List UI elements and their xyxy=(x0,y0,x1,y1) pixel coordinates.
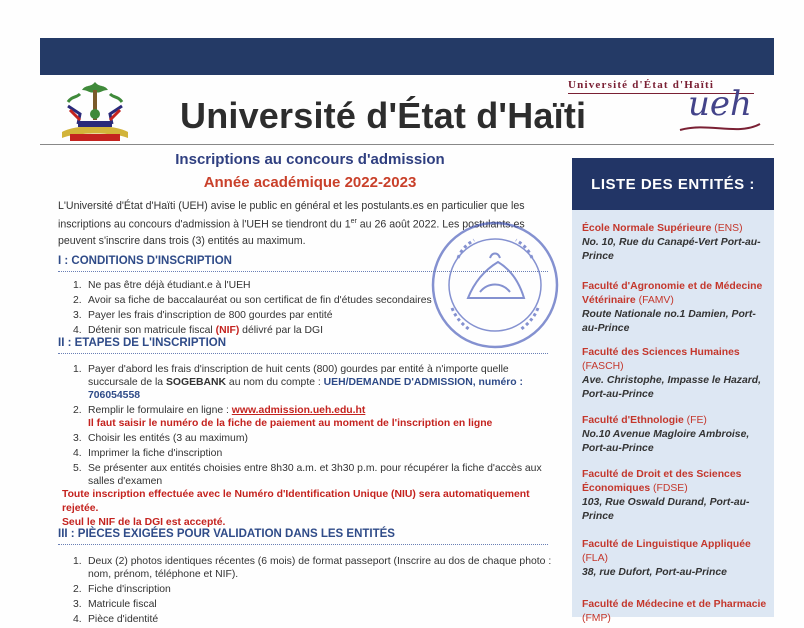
list-item-text: Pièce d'identité xyxy=(88,614,159,625)
step-text: Se présenter aux entités choisies entre 8h30 a.m. et 3h30 p.m. pour récupérer la fiche d'accès aux salles d'examen xyxy=(88,463,542,487)
intro-sup: er xyxy=(350,218,357,225)
entity-abbr: (FDSE) xyxy=(653,483,688,494)
payment-note: Il faut saisir le numéro de la fiche de paiement au moment de l'inscription en ligne xyxy=(88,418,493,429)
conditions-list xyxy=(73,279,558,339)
entity-name: École Normale Supérieure xyxy=(582,223,715,234)
section-steps-heading: II : ETAPES DE L'INSCRIPTION xyxy=(58,337,227,349)
documents-list xyxy=(73,555,558,628)
steps-list xyxy=(73,363,558,490)
header-small-title: Université d'État d'Haïti xyxy=(568,79,715,91)
entity-address: 38, rue Dufort, Port-au-Prince xyxy=(582,567,727,578)
entities-sidebar xyxy=(572,158,774,624)
warning-line: Toute inscription effectuée avec le Numéro d'Identification Unique (NIU) sera automatiquement rejetée. xyxy=(62,489,530,514)
header-bar xyxy=(40,38,774,75)
list-number: 1. xyxy=(73,280,82,291)
announcement-heading: Inscriptions au concours d'admission xyxy=(175,151,445,168)
list-item-text: Fiche d'inscription xyxy=(88,584,171,595)
warning-line: Seul le NIF de la DGI est accepté. xyxy=(62,517,226,528)
entity-abbr: (FAMV) xyxy=(638,295,674,306)
page-title: Université d'État d'Haïti xyxy=(180,95,587,136)
list-number: 2. xyxy=(73,295,82,306)
entity-abbr: (FE) xyxy=(686,415,707,426)
list-item xyxy=(73,309,558,322)
announcement-year: Année académique 2022-2023 xyxy=(203,174,417,191)
list-item xyxy=(73,462,558,488)
list-item xyxy=(73,598,558,611)
list-number: 3. xyxy=(73,599,82,610)
section-divider xyxy=(58,353,548,354)
list-item xyxy=(73,279,558,292)
ueh-brand-mark: ueh xyxy=(688,84,752,124)
list-item xyxy=(73,447,558,460)
section-documents-heading: III : PIÈCES EXIGÉES POUR VALIDATION DANS LES ENTITÉS xyxy=(58,528,395,540)
section-divider xyxy=(58,271,548,272)
list-item xyxy=(73,294,558,307)
entity-name: Faculté de Médecine et de Pharmacie xyxy=(582,599,767,610)
nif-highlight: (NIF) xyxy=(215,325,240,336)
section-divider xyxy=(58,544,548,545)
entity-fla xyxy=(582,538,768,580)
entity-address: 103, Rue Oswald Durand, Port-au-Prince xyxy=(582,497,750,522)
list-item xyxy=(73,432,558,445)
list-number: 4. xyxy=(73,325,82,336)
entity-name: Faculté d'Agronomie et de Médecine Vétérinaire xyxy=(582,281,763,306)
entity-address: Ave. Christophe, Impasse le Hazard, Port-au-Prince xyxy=(582,375,762,400)
step-text: Payer d'abord les frais d'inscription de huit cents (800) gourdes par entité à n'importe quelle succursale de la xyxy=(88,364,509,388)
entity-famv xyxy=(582,280,768,336)
list-item xyxy=(73,404,558,430)
list-item-text: Deux (2) photos identiques récentes (6 mois) de format passeport (Inscrire au dos de chaque photo : nom, prénom, téléphone et NIF). xyxy=(88,556,552,580)
list-item-text: Détenir son matricule fiscal xyxy=(88,325,216,336)
step-text: Remplir le formulaire en ligne : xyxy=(88,405,232,416)
list-number: 2. xyxy=(73,584,82,595)
step-text: Choisir les entités (3 au maximum) xyxy=(88,433,248,444)
section-conditions-heading: I : CONDITIONS D'INSCRIPTION xyxy=(58,255,232,267)
entity-fdse xyxy=(582,468,768,524)
entities-heading: LISTE DES ENTITÉS : xyxy=(572,158,774,210)
entity-address: Route Nationale no.1 Damien, Port-au-Prince xyxy=(582,309,756,334)
entity-fasch xyxy=(582,346,768,402)
list-number: 3. xyxy=(73,433,82,444)
header-divider xyxy=(40,144,774,145)
step-text: Imprimer la fiche d'inscription xyxy=(88,448,223,459)
account-name: UEH/DEMANDE D'ADMISSION, numéro : xyxy=(323,377,523,388)
entity-fe xyxy=(582,414,768,456)
step-text: au nom du compte : xyxy=(226,377,324,388)
niu-warning xyxy=(62,488,562,530)
entity-name: Faculté d'Ethnologie xyxy=(582,415,687,426)
account-number: 706054558 xyxy=(88,390,141,401)
list-item xyxy=(73,583,558,596)
coat-of-arms-icon xyxy=(50,76,140,146)
list-number: 5. xyxy=(73,463,82,474)
list-item-text: Matricule fiscal xyxy=(88,599,157,610)
list-number: 2. xyxy=(73,405,82,416)
admission-link[interactable]: www.admission.ueh.edu.ht xyxy=(231,405,366,416)
entity-name: Faculté des Sciences Humaines xyxy=(582,347,740,358)
entity-address: No.10 Avenue Magloire Ambroise, Port-au-Prince xyxy=(582,429,750,454)
entity-abbr: (FMP) xyxy=(582,613,611,624)
entity-address: No. 10, Rue du Canapé-Vert Port-au-Prince xyxy=(582,237,761,262)
list-item xyxy=(73,613,558,626)
entity-name: Faculté de Droit et des Sciences Économiques xyxy=(582,469,742,494)
entity-abbr: (FASCH) xyxy=(582,361,624,372)
list-number: 4. xyxy=(73,614,82,625)
entity-ens xyxy=(582,222,768,264)
list-number: 1. xyxy=(73,556,82,567)
list-item xyxy=(73,324,558,337)
ueh-swoosh-icon xyxy=(678,118,762,134)
list-item-text: Payer les frais d'inscription de 800 gourdes par entité xyxy=(88,310,333,321)
list-number: 1. xyxy=(73,364,82,375)
intro-text-b: au 26 août 2022. Les postulants.es peuvent s'inscrire dans trois (3) entités au maximum. xyxy=(58,218,525,247)
entity-abbr: (FLA) xyxy=(582,553,608,564)
bank-name: SOGEBANK xyxy=(165,377,227,388)
intro-text-a: L'Université d'État d'Haïti (UEH) avise le public en général et les postulants.es en particulier que les inscriptions au concours d'admission à l'UEH se tiendront du 1 xyxy=(58,200,525,231)
list-number: 4. xyxy=(73,448,82,459)
list-item-text: Avoir sa fiche de baccalauréat ou son certificat de fin d'études secondaires xyxy=(88,295,432,306)
list-item-text: Ne pas être déjà étudiant.e à l'UEH xyxy=(88,280,251,291)
list-number: 3. xyxy=(73,310,82,321)
list-item xyxy=(73,363,558,402)
entity-abbr: (ENS) xyxy=(714,223,743,234)
entity-name: Faculté de Linguistique Appliquée xyxy=(582,539,751,550)
entity-fmp xyxy=(582,598,768,626)
list-item-text: délivré par la DGI xyxy=(239,325,324,336)
list-item xyxy=(73,555,558,581)
